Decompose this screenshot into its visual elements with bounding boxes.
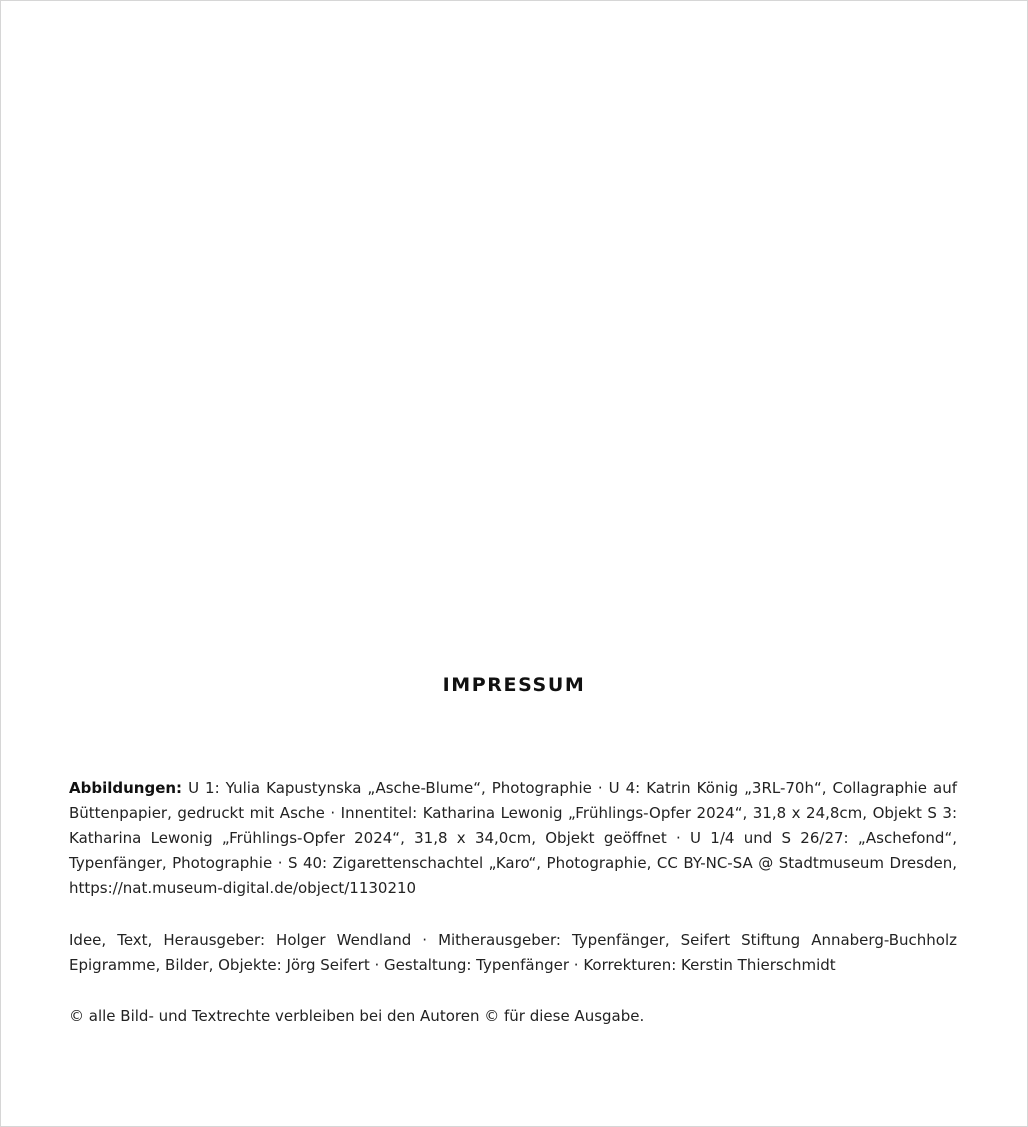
contributors-paragraph bbox=[69, 928, 957, 978]
contributors-line-2: Epigramme, Bilder, Objekte: Jörg Seifert · Gestaltung: Typenfänger · Korrekturen: Kerstin Thierschmidt bbox=[69, 956, 836, 974]
copyright-notice: © alle Bild- und Textrechte verbleiben bei den Autoren © für diese Ausgabe. bbox=[69, 1007, 645, 1025]
impressum-title: IMPRESSUM bbox=[442, 674, 586, 696]
image-credits-text: U 1: Yulia Kapustynska „Asche-Blume“, Photographie · U 4: Katrin König „3RL-70h“, Collagraphie auf Büttenpapier, gedruckt mit Asche · Innentitel: Katharina Lewonig „Frühlings-Opfer 2024“, 31,8 x 24,8cm, Objekt S 3: Katharina Lewonig „Frühlings-Opfer 2024“, 31,8 x 34,0cm, Objekt geöffnet · U 1/4 und S 26/27: „Aschefond“, Typenfänger, Photographie · S 40: Zigarettenschachtel „Karo“, Photographie, CC BY-NC-SA @ Stadtmuseum Dresden, https://nat.museum-digital.de/object/1130210 bbox=[69, 779, 957, 897]
image-credits-label: Abbildungen: bbox=[69, 779, 183, 797]
contributors-line-1: Idee, Text, Herausgeber: Holger Wendland · Mitherausgeber: Typenfänger, Seifert Stiftung Annaberg-Buchholz bbox=[69, 931, 957, 949]
image-credits-paragraph bbox=[69, 776, 957, 901]
